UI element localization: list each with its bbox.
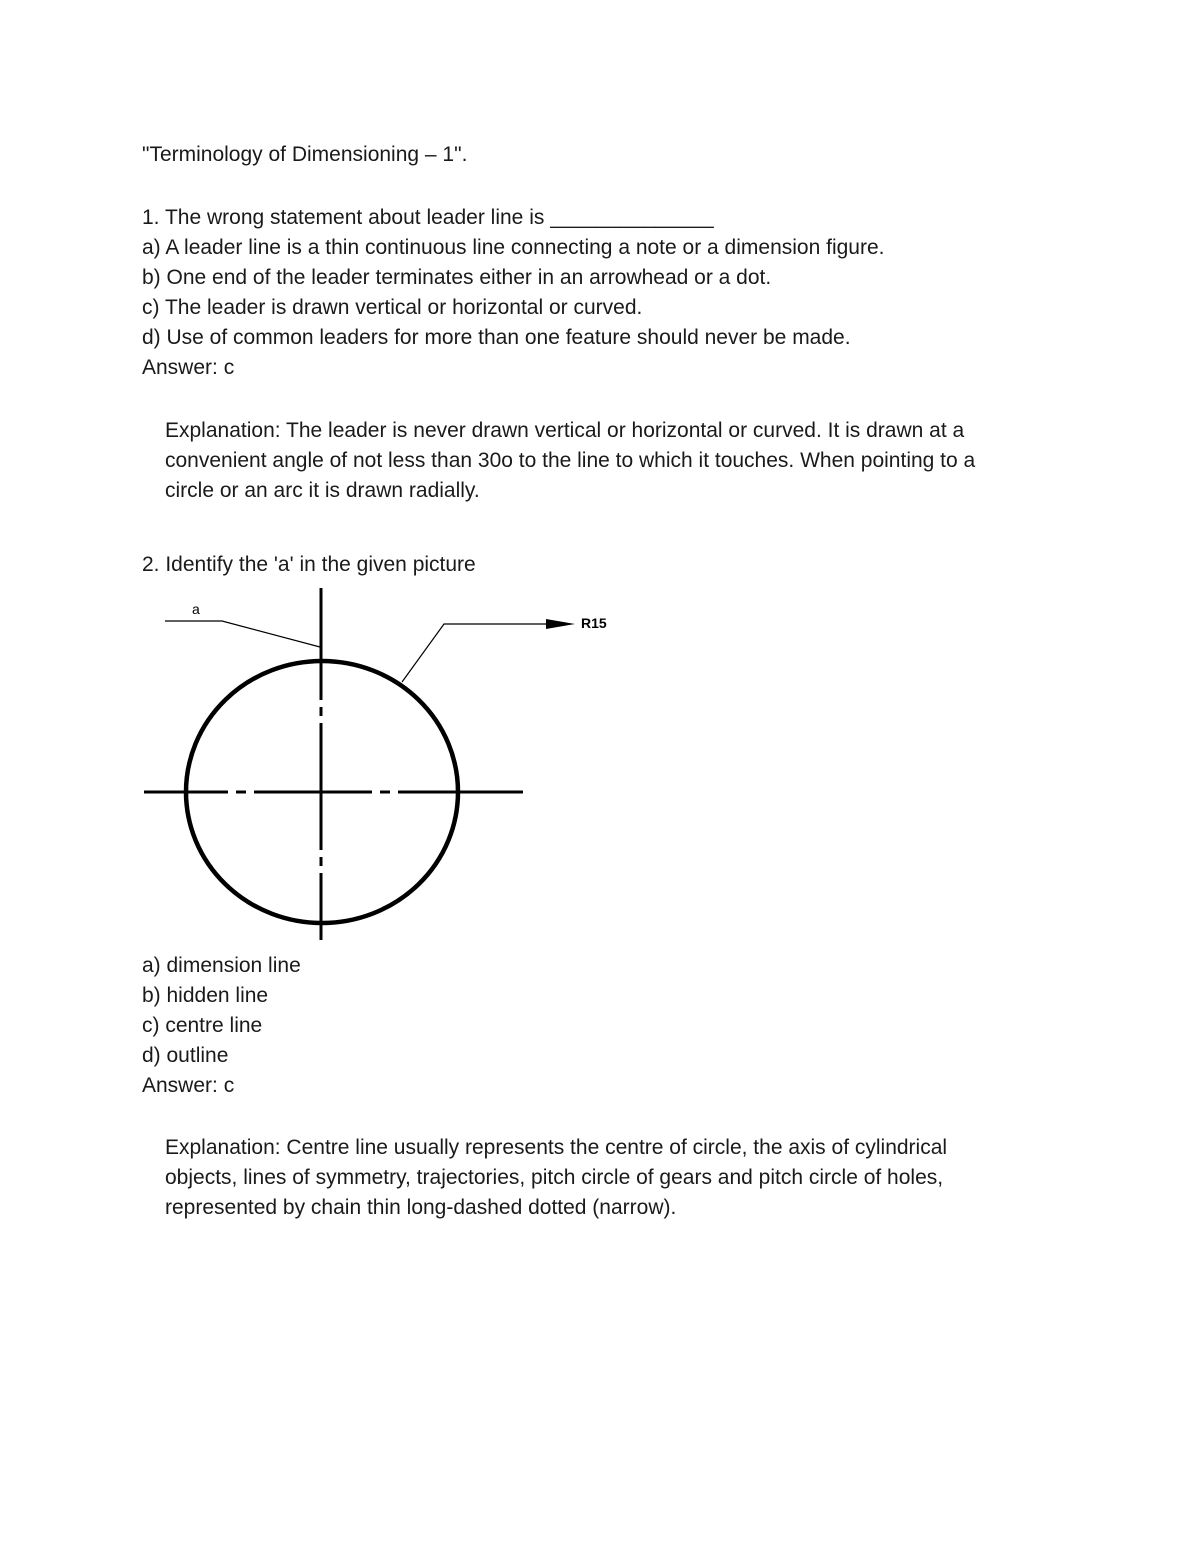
question-2-explanation-line-2: objects, lines of symmetry, trajectories, pitch circle of gears and pitch circle of holes, <box>165 1166 944 1189</box>
question-2-explanation-line-1: Explanation: Centre line usually represents the centre of circle, the axis of cylindrical <box>165 1136 948 1159</box>
question-1-option-d: d) Use of common leaders for more than one feature should never be made. <box>142 326 851 349</box>
question-1-option-a: a) A leader line is a thin continuous line connecting a note or a dimension figure. <box>142 236 885 259</box>
question-1-explanation-line-3: circle or an arc it is drawn radially. <box>165 479 480 502</box>
label-a: a <box>192 601 200 617</box>
circle-dimension-figure <box>140 585 620 945</box>
question-1-explanation-line-2: convenient angle of not less than 30o to the line to which it touches. When pointing to a <box>165 449 976 472</box>
question-1-option-c: c) The leader is drawn vertical or horizontal or curved. <box>142 296 643 319</box>
question-1-explanation-line-1: Explanation: The leader is never drawn vertical or horizontal or curved. It is drawn at a <box>165 419 965 442</box>
question-2-stem: 2. Identify the 'a' in the given picture <box>142 553 476 576</box>
leader-line-r15 <box>402 624 548 682</box>
question-1-option-b: b) One end of the leader terminates either in an arrowhead or a dot. <box>142 266 772 289</box>
question-1-stem: 1. The wrong statement about leader line is ______________ <box>142 206 714 229</box>
label-r15: R15 <box>581 615 607 631</box>
question-2-option-b: b) hidden line <box>142 984 269 1007</box>
question-1-answer: Answer: c <box>142 356 235 379</box>
question-2-option-a: a) dimension line <box>142 954 301 977</box>
question-2-explanation-line-3: represented by chain thin long-dashed dotted (narrow). <box>165 1196 677 1219</box>
arrowhead-r15 <box>546 619 575 629</box>
question-2-option-c: c) centre line <box>142 1014 263 1037</box>
question-2-option-d: d) outline <box>142 1044 229 1067</box>
document-title: "Terminology of Dimensioning – 1". <box>142 143 468 166</box>
leader-line-a <box>165 621 320 647</box>
question-2-answer: Answer: c <box>142 1074 235 1097</box>
